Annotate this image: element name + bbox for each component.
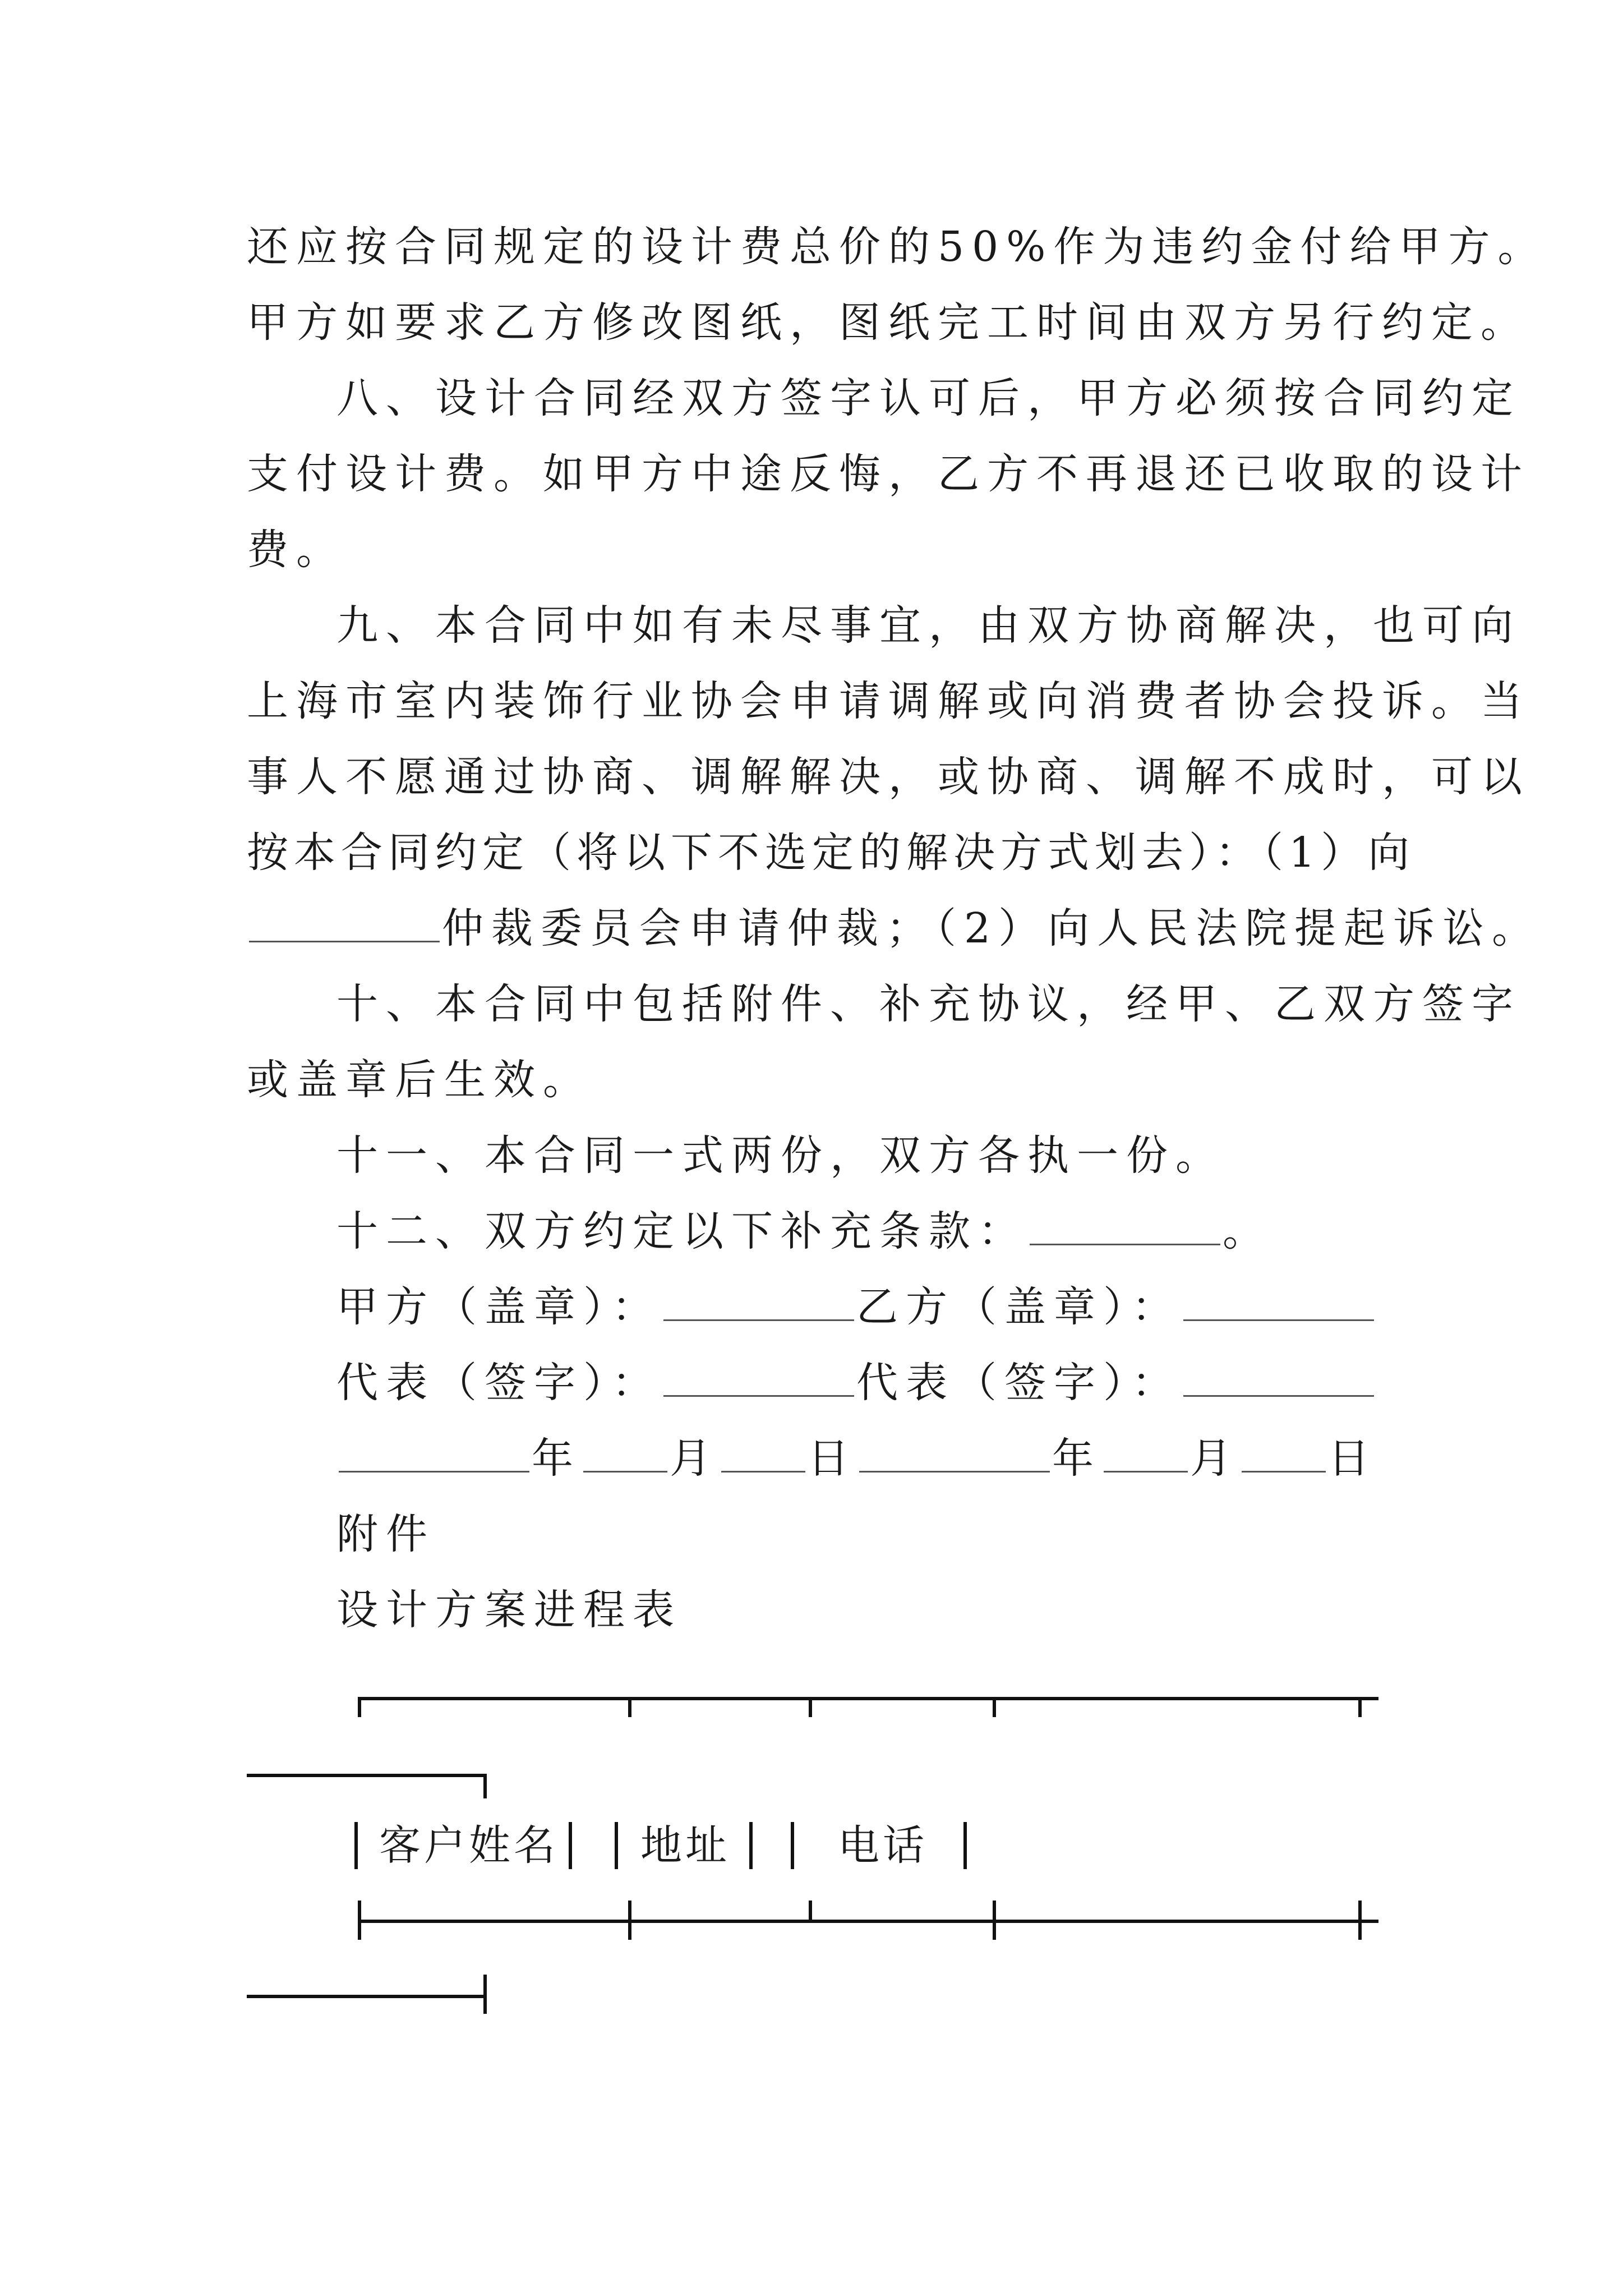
clause-twelve-text: 十二、双方约定以下补充条款： [336, 1207, 1027, 1255]
party-b-seal-label: 乙方（盖章）： [856, 1283, 1181, 1331]
blank-line [1183, 1279, 1374, 1321]
paragraph-line: 甲方如要求乙方修改图纸，图纸完工时间由双方另行约定。 [247, 298, 1530, 347]
rep-a-label: 代表（签字）： [336, 1359, 661, 1407]
table-cell-divider [749, 1822, 753, 1869]
blank-line [721, 1430, 805, 1473]
paragraph-line: 或盖章后生效。 [247, 1056, 592, 1104]
blank-line [1183, 1355, 1374, 1397]
clause-nine-line: 九、本合同中如有未尽事宜，由双方协商解决，也可向 [336, 601, 1521, 650]
party-a-seal-label: 甲方（盖章）： [336, 1283, 661, 1331]
table-tick [628, 1901, 631, 1940]
date-line [336, 1430, 1377, 1487]
blank-line [583, 1430, 667, 1473]
arbitration-line [247, 900, 1541, 956]
table-middle-border [358, 1920, 1378, 1923]
year-label: 年 [1052, 1434, 1101, 1483]
table-wrap-border [247, 1774, 487, 1777]
blank-line [1030, 1203, 1220, 1245]
table-wrap-border [247, 1995, 487, 1998]
table-tick [628, 1697, 631, 1717]
column-header-address: 地址 [640, 1821, 730, 1870]
month-label: 月 [670, 1434, 719, 1483]
rep-b-label: 代表（签字）： [856, 1359, 1181, 1407]
table-cell-divider [569, 1822, 572, 1869]
blank-line [1104, 1430, 1188, 1473]
arbitration-text: 仲裁委员会申请仲裁；（2）向人民法院提起诉讼。 [442, 904, 1542, 953]
blank-line [249, 900, 440, 942]
table-tick [483, 1975, 487, 2014]
table-tick [358, 1901, 361, 1940]
paragraph-line: 事人不愿通过协商、调解解决，或协商、调解不成时，可以 [247, 753, 1530, 801]
day-label: 日 [808, 1434, 857, 1483]
clause-twelve-line [336, 1203, 1272, 1259]
month-label: 月 [1190, 1434, 1239, 1483]
table-tick [358, 1697, 361, 1717]
table-tick [1358, 1697, 1362, 1717]
table-cell-divider [615, 1822, 618, 1869]
blank-line [859, 1430, 1050, 1473]
clause-eight-line: 八、设计合同经双方签字认可后，甲方必须按合同约定 [336, 374, 1521, 422]
column-header-phone: 电话 [838, 1821, 928, 1870]
paragraph-line: 还应按合同规定的设计费总价的50%作为违约金付给甲方。 [247, 223, 1547, 271]
table-tick [993, 1697, 996, 1717]
table-title: 设计方案进程表 [336, 1586, 682, 1634]
column-header-name: 客户姓名 [379, 1821, 559, 1870]
year-label: 年 [532, 1434, 581, 1483]
table-cell-divider [354, 1822, 358, 1869]
paragraph-line: 支付设计费。如甲方中途反悔，乙方不再退还已收取的设计 [247, 450, 1530, 498]
table-tick [809, 1697, 812, 1717]
day-label: 日 [1328, 1434, 1377, 1483]
table-cell-divider [791, 1822, 794, 1869]
paragraph-line: 按本合同约定（将以下不选定的解决方式划去）：（1）向 [247, 829, 1415, 877]
blank-line [663, 1355, 854, 1397]
paragraph-line: 费。 [247, 526, 345, 574]
attachment-label: 附件 [336, 1510, 435, 1558]
clause-eleven-line: 十一、本合同一式两份，双方各执一份。 [336, 1131, 1225, 1180]
table-tick [993, 1901, 996, 1940]
rep-line [336, 1355, 1376, 1411]
table-cell-divider [963, 1822, 967, 1869]
blank-line [663, 1279, 854, 1321]
table-tick [1358, 1901, 1362, 1940]
paragraph-line: 上海市室内装饰行业协会申请调解或向消费者协会投诉。当 [247, 677, 1530, 725]
table-tick [483, 1774, 487, 1798]
blank-line [339, 1430, 529, 1473]
seal-line [336, 1279, 1376, 1335]
blank-line [1242, 1430, 1326, 1473]
clause-ten-line: 十、本合同中包括附件、补充协议，经甲、乙双方签字 [336, 980, 1521, 1028]
table-top-border [358, 1697, 1378, 1700]
table-tick [809, 1901, 812, 1921]
clause-twelve-end: 。 [1223, 1207, 1272, 1255]
